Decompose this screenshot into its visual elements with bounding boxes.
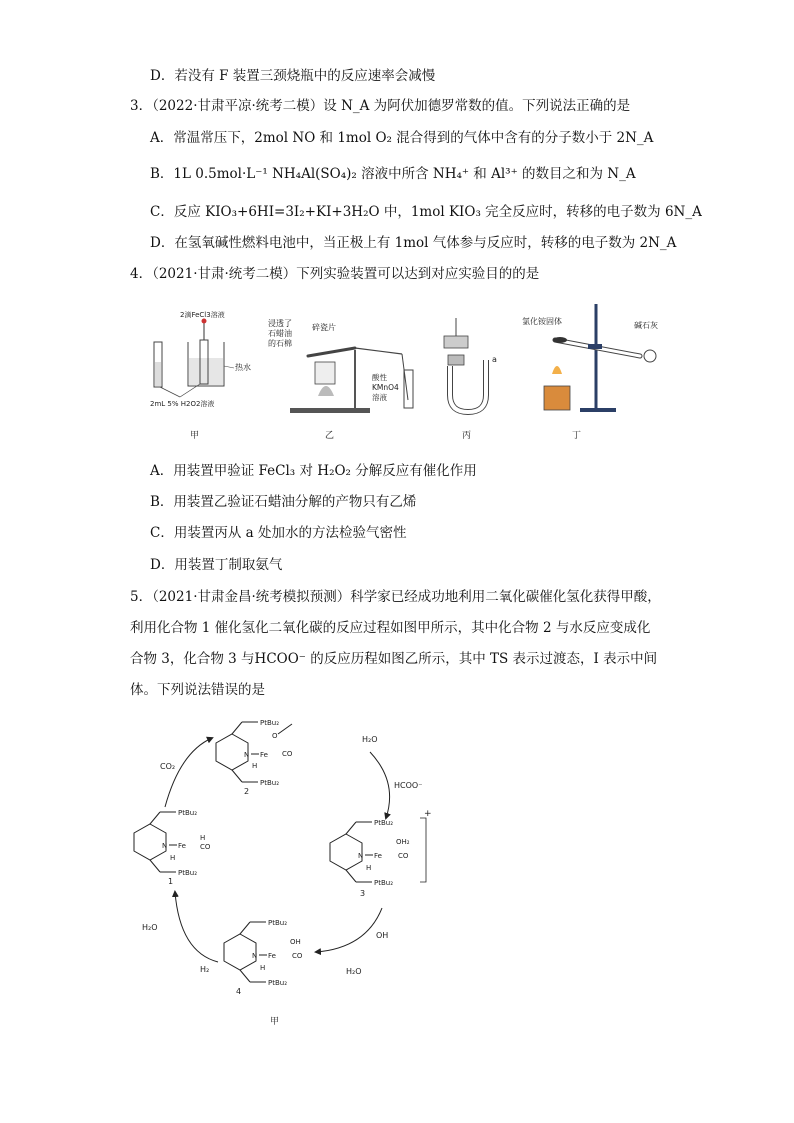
arrow-2-to-3 [370, 752, 390, 818]
apparatus-bing [444, 318, 497, 441]
q5-line-1: 5．（2021·甘肃金昌·统考模拟预测）科学家已经成功地利用二氧化碳催化氢化获得甲酸， [130, 589, 661, 605]
label-hcoo: HCOO⁻ [394, 781, 423, 790]
ding-caption: 丁 [572, 431, 582, 441]
bing-label-a: a [492, 355, 497, 364]
q3-option-d: D．在氢氧碱性燃料电池中，当正极上有 1mol 气体参与反应时，转移的电子数为 2N_A [150, 235, 677, 251]
apparatus-yi [268, 318, 413, 441]
c2-ptbu2-top: PtBu₂ [260, 719, 280, 727]
c1-co: CO [200, 843, 211, 851]
q5-line-2: 利用化合物 1 催化氢化二氧化碳的反应过程如图甲所示，其中化合物 2 与水反应变成化 [130, 620, 651, 636]
c1-n: N [162, 842, 168, 850]
yi-label-1: 浸透了 [268, 319, 292, 328]
c4-ptbu2-top: PtBu₂ [268, 919, 288, 927]
ding-label-nh4cl: 氯化铵固体 [522, 317, 562, 326]
ding-label-lime: 碱石灰 [634, 321, 658, 330]
c1-h: H [170, 854, 176, 862]
c1-ptbu2-top: PtBu₂ [178, 809, 198, 817]
q3-stem: 3．（2022·甘肃平凉·统考二模）设 N_A 为阿伏加德罗常数的值。下列说法正确的是 [130, 98, 631, 114]
label-co2: CO₂ [160, 762, 176, 771]
q3-option-b: B．1L 0.5mol·L⁻¹ NH₄Al(SO₄)₂ 溶液中所含 NH₄⁺ 和 Al³⁺ 的数目之和为 N_A [150, 166, 636, 182]
c3-charge: + [424, 809, 432, 819]
compound-3 [330, 809, 432, 898]
c4-n: N [252, 952, 258, 960]
c1-h-top: H [200, 834, 206, 842]
c2-ptbu2-bottom: PtBu₂ [260, 779, 280, 787]
c3-oh2: OH₂ [396, 838, 410, 846]
yi-label-k3: 溶液 [372, 393, 387, 402]
compound-2 [216, 719, 293, 796]
q3-option-c: C．反应 KIO₃+6HI=3I₂+KI+3H₂O 中，1mol KIO₃ 完全反应时，转移的电子数为 6N_A [150, 204, 702, 220]
c3-ptbu2-top: PtBu₂ [374, 819, 394, 827]
c2-o: O [272, 732, 278, 740]
q5-catalytic-cycle-figure [120, 712, 460, 1032]
c4-oh: OH [290, 938, 301, 946]
c4-fe: Fe [268, 952, 276, 960]
q5-line-3: 合物 3，化合物 3 与HCOO⁻ 的反应历程如图乙所示，其中 TS 表示过渡态，I 表示中间 [130, 651, 658, 667]
c2-fe: Fe [260, 751, 268, 759]
arrow-1-to-2 [165, 738, 212, 807]
jia-label-top: 2滴FeCl3溶液 [180, 311, 225, 319]
q4-option-a: A．用装置甲验证 FeCl₃ 对 H₂O₂ 分解反应有催化作用 [150, 463, 477, 479]
jia-caption: 甲 [190, 431, 200, 441]
arrow-3-to-4 [316, 908, 382, 952]
q4-option-b: B．用装置乙验证石蜡油分解的产物只有乙烯 [150, 494, 417, 510]
q5-figure-caption: 甲 [270, 1017, 280, 1027]
c2-n: N [244, 751, 250, 759]
c4-number: 4 [236, 987, 242, 996]
label-oh-in: OH [376, 931, 389, 940]
c1-number: 1 [168, 877, 174, 886]
yi-label-k1: 酸性 [372, 373, 387, 382]
apparatus-ding [522, 304, 658, 441]
yi-label-2: 石蜡油 [268, 329, 292, 338]
yi-label-3: 的石棉 [268, 339, 292, 348]
arrow-4-to-1 [175, 892, 218, 962]
c4-h: H [260, 964, 266, 972]
apparatus-jia [150, 310, 251, 441]
c3-number: 3 [360, 889, 366, 898]
q5-line-4: 体。下列说法错误的是 [130, 682, 265, 698]
yi-label-k2: KMnO4 [372, 383, 399, 392]
c4-co: CO [292, 952, 303, 960]
yi-label-chip: 碎瓷片 [312, 323, 336, 332]
label-h2o-in: H₂O [362, 735, 378, 744]
c1-fe: Fe [178, 842, 186, 850]
q4-option-c: C．用装置丙从 a 处加水的方法检验气密性 [150, 525, 407, 541]
q3-option-a: A．常温常压下，2mol NO 和 1mol O₂ 混合得到的气体中含有的分子数小于 2N_A [150, 130, 654, 146]
label-h2o-out: H₂O [346, 967, 362, 976]
q4-apparatus-figure [140, 300, 660, 450]
c1-ptbu2-bottom: PtBu₂ [178, 869, 198, 877]
c3-fe: Fe [374, 852, 382, 860]
c2-co: CO [282, 750, 293, 758]
c3-h: H [366, 864, 372, 872]
compound-4 [224, 919, 303, 996]
compound-1 [134, 809, 211, 886]
yi-caption: 乙 [325, 431, 335, 441]
jia-label-bottom: 2mL 5% H2O2溶液 [150, 400, 215, 408]
c3-n: N [358, 852, 364, 860]
bing-caption: 丙 [462, 431, 472, 441]
c2-h: H [252, 762, 258, 770]
label-h2: H₂ [200, 965, 210, 974]
c3-ptbu2-bottom: PtBu₂ [374, 879, 394, 887]
c2-number: 2 [244, 787, 250, 796]
label-h2o-left: H₂O [142, 923, 158, 932]
c3-co: CO [398, 852, 409, 860]
c4-ptbu2-bottom: PtBu₂ [268, 979, 288, 987]
q4-stem: 4．（2021·甘肃·统考二模）下列实验装置可以达到对应实验目的的是 [130, 266, 540, 282]
q4-option-d: D．用装置丁制取氨气 [150, 557, 283, 573]
jia-label-hot: 热水 [235, 363, 251, 372]
q2-option-d: D．若没有 F 装置三颈烧瓶中的反应速率会减慢 [150, 68, 436, 84]
